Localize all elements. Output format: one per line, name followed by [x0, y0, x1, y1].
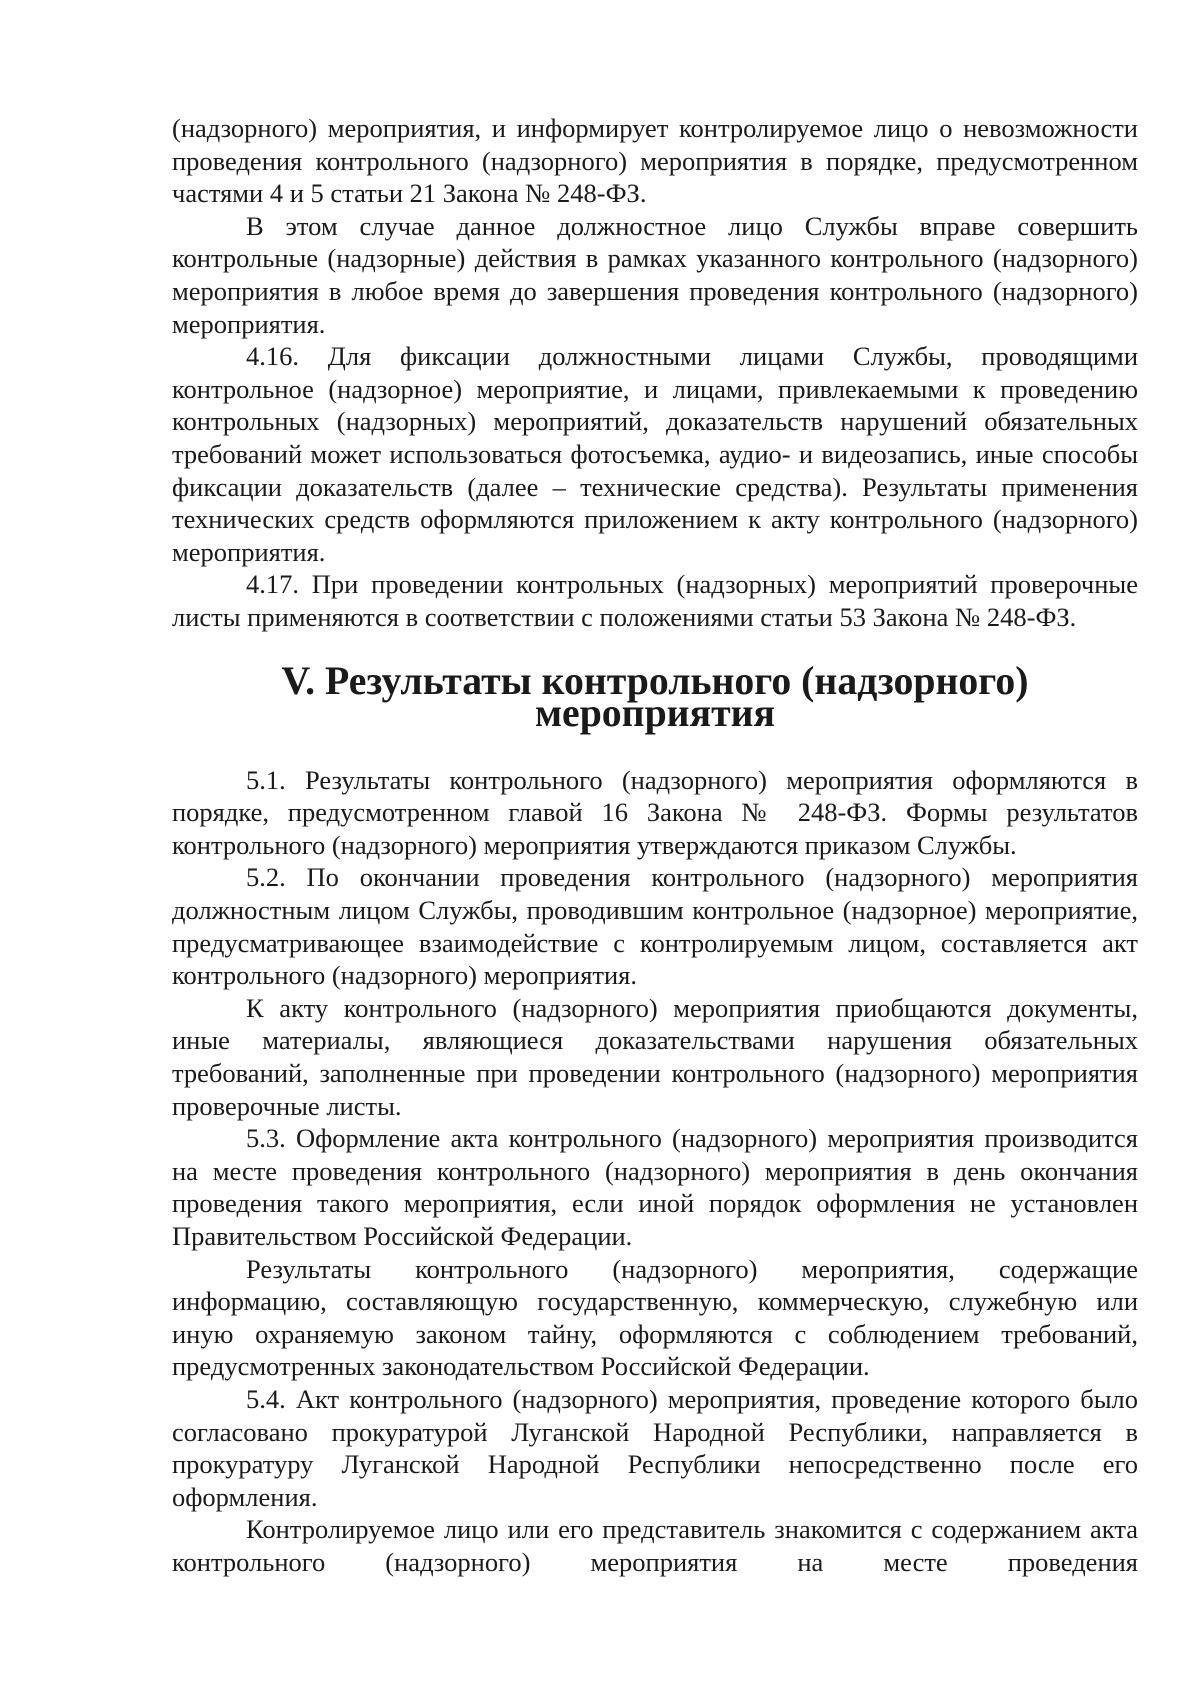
- paragraph-acquaintance: Контролируемое лицо или его представитель знакомится с содержанием акта контрольного (надзорного) мероприятия на месте проведения: [172, 1514, 1138, 1577]
- section-heading: V. Результаты контрольного (надзорного) мероприятия: [281, 658, 1029, 736]
- paragraph-secret-info: Результаты контрольного (надзорного) мероприятия, содержащие информацию, составляющую государственную, коммерческую, служебную или иную охраняемую законом тайну, оформляются с соблюдением требований, предусмотренных законодательством Российской Федерации.: [172, 1253, 1138, 1382]
- paragraph-continuation: (надзорного) мероприятия, и информирует контролируемое лицо о невозможности проведения контрольного (надзорного) мероприятия в порядке, предусмотренном частями 4 и 5 статьи 21 Закона № 248-ФЗ.: [172, 113, 1138, 209]
- paragraph-5-1: 5.1. Результаты контрольного (надзорного) мероприятия оформляются в порядке, предусмотренном главой 16 Закона № 248-ФЗ. Формы результатов контрольного (надзорного) мероприятия утверждаются приказом Службы.: [172, 764, 1138, 860]
- paragraph-5-4: 5.4. Акт контрольного (надзорного) мероприятия, проведение которого было согласовано прокуратурой Луганской Народной Республики, направляется в прокуратуру Луганской Народной Республики непосредственно после его оформления.: [172, 1383, 1138, 1512]
- paragraph-4-17: 4.17. При проведении контрольных (надзорных) мероприятий проверочные листы применяются в соответствии с положениями статьи 53 Закона № 248-ФЗ.: [172, 569, 1138, 632]
- paragraph-5-2: 5.2. По окончании проведения контрольного (надзорного) мероприятия должностным лицом Службы, проводившим контрольное (надзорное) мероприятие, предусматривающее взаимодействие с контролируемым лицом, составляется акт контрольного (надзорного) мероприятия.: [172, 862, 1138, 991]
- paragraph-service-rights: В этом случае данное должностное лицо Службы вправе совершить контрольные (надзорные) действия в рамках указанного контрольного (надзорного) мероприятия в любое время до завершения проведения контрольного (надзорного) мероприятия.: [172, 210, 1138, 339]
- paragraph-4-16: 4.16. Для фиксации должностными лицами Службы, проводящими контрольное (надзорное) мероприятие, и лицами, привлекаемыми к проведению контрольных (надзорных) мероприятий, доказательств нарушений обязательных требований может использоваться фотосъемка, аудио- и видеозапись, иные способы фиксации доказательств (далее – технические средства). Результаты применения технических средств оформляются приложением к акту контрольного (надзорного) мероприятия.: [172, 341, 1138, 567]
- document-page: [172, 112, 1138, 1579]
- paragraph-act-attachments: К акту контрольного (надзорного) мероприятия приобщаются документы, иные материалы, являющиеся доказательствами нарушения обязательных требований, заполненные при проведении контрольного (надзорного) мероприятия проверочные листы.: [172, 992, 1138, 1121]
- paragraph-5-3: 5.3. Оформление акта контрольного (надзорного) мероприятия производится на месте проведения контрольного (надзорного) мероприятия в день окончания проведения такого мероприятия, если иной порядок оформления не установлен Правительством Российской Федерации.: [172, 1123, 1138, 1251]
